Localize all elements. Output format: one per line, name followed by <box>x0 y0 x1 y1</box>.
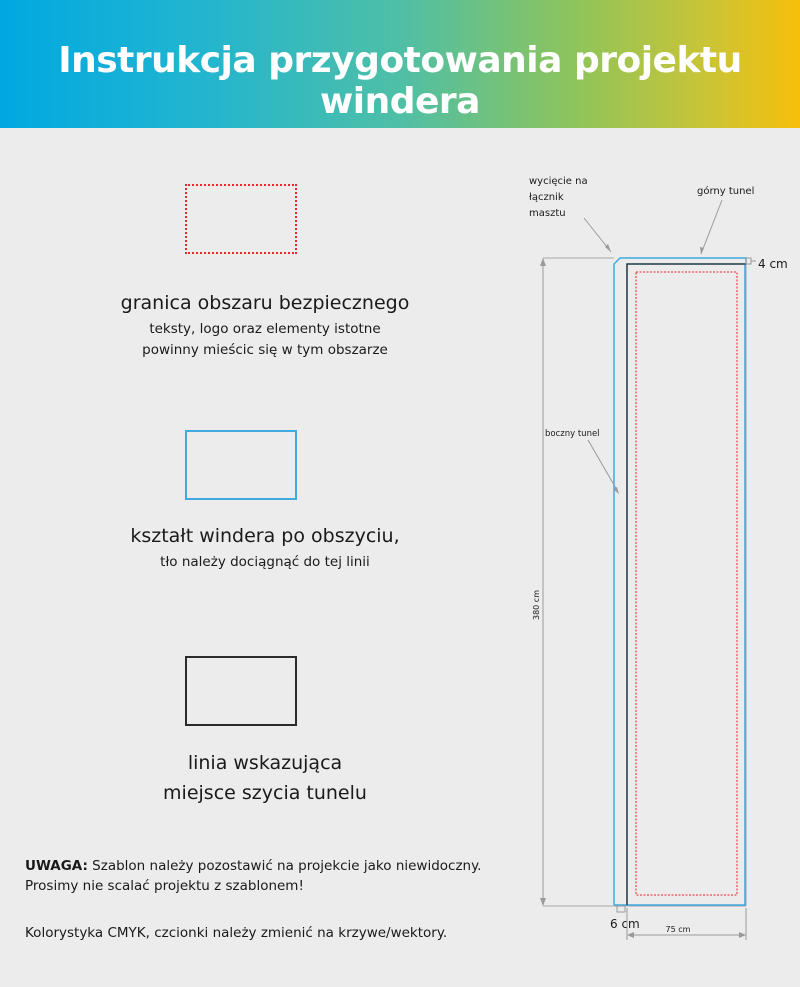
outer-frame <box>543 258 746 906</box>
top-tunnel-label: górny tunel <box>697 186 755 197</box>
side-dimension-marker <box>617 906 625 912</box>
width-arrow-right <box>739 932 746 938</box>
cutout-label-line1: wycięcie na <box>529 176 588 187</box>
height-arrow-bottom <box>540 898 546 906</box>
cut-shape-desc: tło należy dociągnąć do tej linii <box>160 554 370 570</box>
page-title: Instrukcja przygotowania projektu windera <box>58 40 742 122</box>
safe-area-outline <box>636 272 737 895</box>
dim-side-label: 6 cm <box>610 917 640 931</box>
warning-text: Szablon należy pozostawić na projekcie jako niewidoczny. <box>92 858 482 874</box>
sewing-line-title-line2: miejsce szycia tunelu <box>163 782 367 804</box>
safe-area-desc-line1: teksty, logo oraz elementy istotne <box>149 321 381 337</box>
sewing-line-title-line1: linia wskazująca <box>187 752 343 774</box>
height-arrow-top <box>540 258 546 266</box>
dim-width-label: 75 cm <box>665 925 691 934</box>
cut-shape-title: kształt windera po obszyciu, <box>130 525 400 547</box>
colors-note: Kolorystyka CMYK, czcionki należy zmienić na krzywe/wektory. <box>25 925 448 941</box>
cutout-label-line3: masztu <box>529 208 566 219</box>
sewing-line-outline <box>627 264 746 905</box>
width-dimension <box>627 908 746 940</box>
safe-area-title: granica obszaru bezpiecznego <box>120 292 410 314</box>
top-tunnel-pointer <box>701 200 722 254</box>
top-tunnel-pointer-arrow <box>700 247 704 254</box>
dim-top-label: 4 cm <box>758 257 788 271</box>
width-arrow-left <box>627 932 634 938</box>
warning-label: UWAGA: <box>25 858 88 874</box>
side-tunnel-label: boczny tunel <box>545 429 600 439</box>
cut-shape-outline <box>614 258 746 905</box>
top-dimension-marker <box>746 258 756 264</box>
side-tunnel-pointer <box>588 440 617 490</box>
warning-line2: Prosimy nie scalać projektu z szablonem! <box>25 878 304 894</box>
dim-height-label: 380 cm <box>532 589 541 621</box>
cutout-label-line2: łącznik <box>529 192 564 203</box>
safe-area-desc-line2: powinny mieścic się w tym obszarze <box>142 342 388 358</box>
